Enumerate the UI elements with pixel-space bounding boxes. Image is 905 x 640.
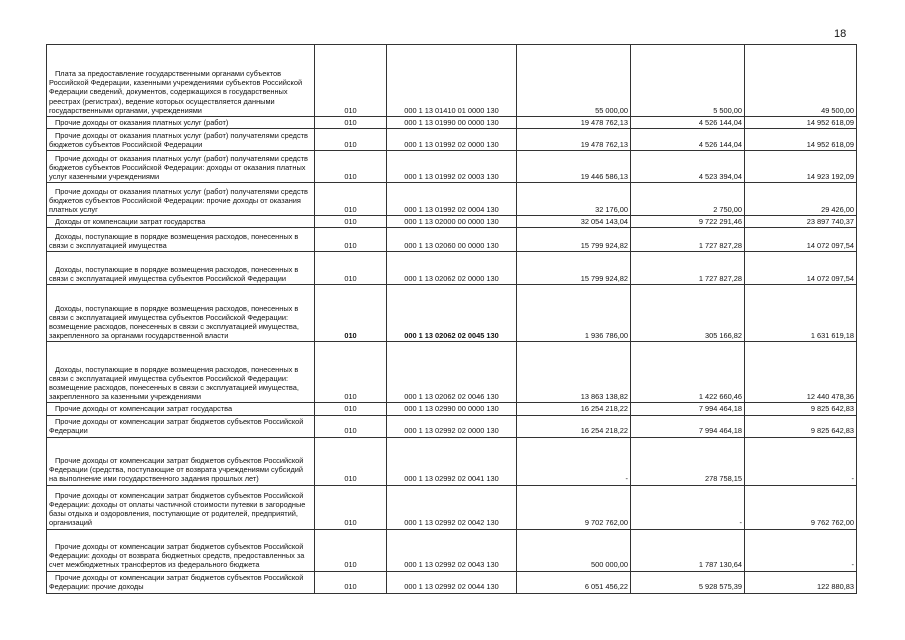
table-row	[47, 285, 857, 342]
row-value-c-cell: 12 440 478,36	[745, 342, 857, 403]
row-name-text: Прочие доходы от компенсации затрат бюджетов субъектов Российской Федерации (средства, поступающие от возврата учреждениями субсидий на выполнение ими государственного задания прошлых лет)	[49, 456, 304, 484]
table-row	[47, 485, 857, 529]
row-name-text: Доходы, поступающие в порядке возмещения расходов, понесенных в связи с эксплуатацией имущества субъектов Российской Федерации: возмещение расходов, понесенных в связи с эксплуатацией имущества, закрепленного за казенными учреждениями	[49, 364, 299, 402]
row-name-cell	[47, 45, 315, 117]
row-name-cell	[47, 151, 315, 183]
row-name-cell	[47, 529, 315, 571]
row-value-b-cell: 305 166,82	[631, 285, 745, 342]
row-name-cell	[47, 285, 315, 342]
row-name-cell	[47, 216, 315, 228]
row-value-c-cell: 14 952 618,09	[745, 129, 857, 151]
row-name-text: Прочие доходы от оказания платных услуг (работ) получателями средств бюджетов субъектов Российской Федерации: прочие доходы от оказания платных услуг	[49, 186, 308, 214]
row-kbk-cell: 000 1 13 02992 02 0000 130	[387, 415, 517, 437]
row-code-cell: 010	[315, 415, 387, 437]
row-value-a-cell: 6 051 456,22	[517, 571, 631, 593]
row-name-text: Прочие доходы от оказания платных услуг (работ) получателями средств бюджетов субъектов Российской Федерации: доходы от оказания платных услуг казенными учреждениями	[49, 153, 308, 181]
row-name-cell	[47, 403, 315, 415]
row-code-cell: 010	[315, 117, 387, 129]
row-value-b-cell: 5 500,00	[631, 45, 745, 117]
row-name-text: Доходы от компенсации затрат государства	[55, 217, 206, 227]
row-kbk-cell: 000 1 13 02992 02 0044 130	[387, 571, 517, 593]
row-code-cell: 010	[315, 151, 387, 183]
row-name-cell	[47, 415, 315, 437]
row-value-c-cell: -	[745, 529, 857, 571]
row-code-cell: 010	[315, 129, 387, 151]
row-name-text: Доходы, поступающие в порядке возмещения расходов, понесенных в связи с эксплуатацией имущества	[49, 232, 299, 251]
row-value-b-cell: 1 727 827,28	[631, 252, 745, 285]
table-row	[47, 45, 857, 117]
row-kbk-cell: 000 1 13 02992 02 0042 130	[387, 485, 517, 529]
row-value-c-cell: 14 952 618,09	[745, 117, 857, 129]
row-value-a-cell: 19 478 762,13	[517, 117, 631, 129]
row-kbk-cell: 000 1 13 01992 02 0000 130	[387, 129, 517, 151]
row-value-a-cell: 9 702 762,00	[517, 485, 631, 529]
row-value-a-cell: 55 000,00	[517, 45, 631, 117]
row-code-cell: 010	[315, 252, 387, 285]
row-value-b-cell: 1 422 660,46	[631, 342, 745, 403]
row-kbk-cell: 000 1 13 01990 00 0000 130	[387, 117, 517, 129]
table-row	[47, 403, 857, 415]
row-kbk-cell: 000 1 13 02062 02 0000 130	[387, 252, 517, 285]
row-value-c-cell: 49 500,00	[745, 45, 857, 117]
row-name-cell	[47, 228, 315, 252]
row-value-c-cell: 14 923 192,09	[745, 151, 857, 183]
row-code-cell: 010	[315, 45, 387, 117]
row-kbk-cell: 000 1 13 02062 02 0045 130	[387, 285, 517, 342]
row-code-cell: 010	[315, 529, 387, 571]
row-code-cell: 010	[315, 437, 387, 485]
row-code-cell: 010	[315, 216, 387, 228]
row-name-text: Прочие доходы от компенсации затрат бюджетов субъектов Российской Федерации: доходы от оплаты частичной стоимости путевки в загородные базы отдыха и оздоровления, поступающие от родителей, предприятий, организаций	[49, 490, 306, 528]
row-name-cell	[47, 342, 315, 403]
row-value-c-cell: -	[745, 437, 857, 485]
row-value-b-cell: 7 994 464,18	[631, 403, 745, 415]
row-value-c-cell: 29 426,00	[745, 183, 857, 216]
row-value-a-cell: 16 254 218,22	[517, 403, 631, 415]
row-value-a-cell: -	[517, 437, 631, 485]
row-value-c-cell: 122 880,83	[745, 571, 857, 593]
row-code-cell: 010	[315, 403, 387, 415]
row-name-text: Доходы, поступающие в порядке возмещения расходов, понесенных в связи с эксплуатацией имущества субъектов Российской Федерации	[49, 265, 299, 284]
row-value-a-cell: 15 799 924,82	[517, 252, 631, 285]
row-value-c-cell: 9 825 642,83	[745, 415, 857, 437]
row-kbk-cell: 000 1 13 02990 00 0000 130	[387, 403, 517, 415]
row-value-c-cell: 23 897 740,37	[745, 216, 857, 228]
row-code-cell: 010	[315, 228, 387, 252]
row-kbk-cell: 000 1 13 01992 02 0003 130	[387, 151, 517, 183]
row-value-a-cell: 19 446 586,13	[517, 151, 631, 183]
row-kbk-cell: 000 1 13 02060 00 0000 130	[387, 228, 517, 252]
row-value-a-cell: 19 478 762,13	[517, 129, 631, 151]
row-value-a-cell: 16 254 218,22	[517, 415, 631, 437]
row-kbk-cell: 000 1 13 02000 00 0000 130	[387, 216, 517, 228]
row-value-c-cell: 9 825 642,83	[745, 403, 857, 415]
row-value-c-cell: 1 631 619,18	[745, 285, 857, 342]
row-code-cell: 010	[315, 342, 387, 403]
row-code-cell: 010	[315, 285, 387, 342]
row-value-b-cell: -	[631, 485, 745, 529]
row-kbk-cell: 000 1 13 01410 01 0000 130	[387, 45, 517, 117]
table-row	[47, 252, 857, 285]
table-row	[47, 571, 857, 593]
row-name-text: Прочие доходы от оказания платных услуг (работ) получателями средств бюджетов субъектов Российской Федерации	[49, 130, 308, 149]
table-row	[47, 117, 857, 129]
row-value-a-cell: 32 176,00	[517, 183, 631, 216]
revenue-report-table	[46, 44, 857, 594]
row-code-cell: 010	[315, 571, 387, 593]
row-value-b-cell: 4 523 394,04	[631, 151, 745, 183]
row-name-cell	[47, 252, 315, 285]
row-value-b-cell: 278 758,15	[631, 437, 745, 485]
row-name-cell	[47, 129, 315, 151]
row-value-a-cell: 1 936 786,00	[517, 285, 631, 342]
row-name-cell	[47, 437, 315, 485]
row-value-b-cell: 4 526 144,04	[631, 117, 745, 129]
row-name-text: Прочие доходы от компенсации затрат бюджетов субъектов Российской Федерации: прочие доходы	[49, 573, 304, 592]
table-row	[47, 151, 857, 183]
row-name-cell	[47, 485, 315, 529]
row-kbk-cell: 000 1 13 01992 02 0004 130	[387, 183, 517, 216]
row-value-b-cell: 2 750,00	[631, 183, 745, 216]
row-code-cell: 010	[315, 485, 387, 529]
row-value-b-cell: 7 994 464,18	[631, 415, 745, 437]
row-value-c-cell: 14 072 097,54	[745, 228, 857, 252]
row-name-text: Доходы, поступающие в порядке возмещения расходов, понесенных в связи с эксплуатацией имущества субъектов Российской Федерации: возмещение расходов, понесенных в связи с эксплуатацией имущества, закрепленного за органами государственной власти	[49, 303, 299, 341]
row-name-text: Прочие доходы от компенсации затрат государства	[55, 404, 233, 414]
report-body	[47, 45, 857, 594]
row-value-b-cell: 4 526 144,04	[631, 129, 745, 151]
row-kbk-cell: 000 1 13 02062 02 0046 130	[387, 342, 517, 403]
table-row	[47, 415, 857, 437]
row-name-text: Прочие доходы от компенсации затрат бюджетов субъектов Российской Федерации: доходы от возврата бюджетных средств, предоставленных за счет межбюджетных трансфертов из федерального бюджета	[49, 542, 305, 570]
table-row	[47, 342, 857, 403]
row-value-b-cell: 5 928 575,39	[631, 571, 745, 593]
row-name-text: Прочие доходы от компенсации затрат бюджетов субъектов Российской Федерации	[49, 417, 304, 436]
row-value-c-cell: 14 072 097,54	[745, 252, 857, 285]
row-value-b-cell: 9 722 291,46	[631, 216, 745, 228]
row-name-text: Прочие доходы от оказания платных услуг (работ)	[55, 118, 229, 127]
row-name-cell	[47, 183, 315, 216]
table-row	[47, 216, 857, 228]
table-row	[47, 183, 857, 216]
table-row	[47, 437, 857, 485]
row-kbk-cell: 000 1 13 02992 02 0043 130	[387, 529, 517, 571]
row-value-b-cell: 1 787 130,64	[631, 529, 745, 571]
table-row	[47, 228, 857, 252]
row-value-c-cell: 9 762 762,00	[745, 485, 857, 529]
row-value-a-cell: 13 863 138,82	[517, 342, 631, 403]
table-row	[47, 529, 857, 571]
row-name-text: Плата за предоставление государственными органами субъектов Российской Федерации, казенными учреждениями субъектов Российской Федерации сведений, документов, содержащихся в государственных реестрах (регистрах), ведение которых осуществляется данными государственными органами, учреждениями	[49, 68, 303, 115]
page-number: 18	[834, 28, 847, 40]
row-value-b-cell: 1 727 827,28	[631, 228, 745, 252]
row-code-cell: 010	[315, 183, 387, 216]
row-name-cell	[47, 571, 315, 593]
row-kbk-cell: 000 1 13 02992 02 0041 130	[387, 437, 517, 485]
table-row	[47, 129, 857, 151]
row-value-a-cell: 500 000,00	[517, 529, 631, 571]
row-name-cell	[47, 117, 315, 129]
row-value-a-cell: 15 799 924,82	[517, 228, 631, 252]
row-value-a-cell: 32 054 143,04	[517, 216, 631, 228]
